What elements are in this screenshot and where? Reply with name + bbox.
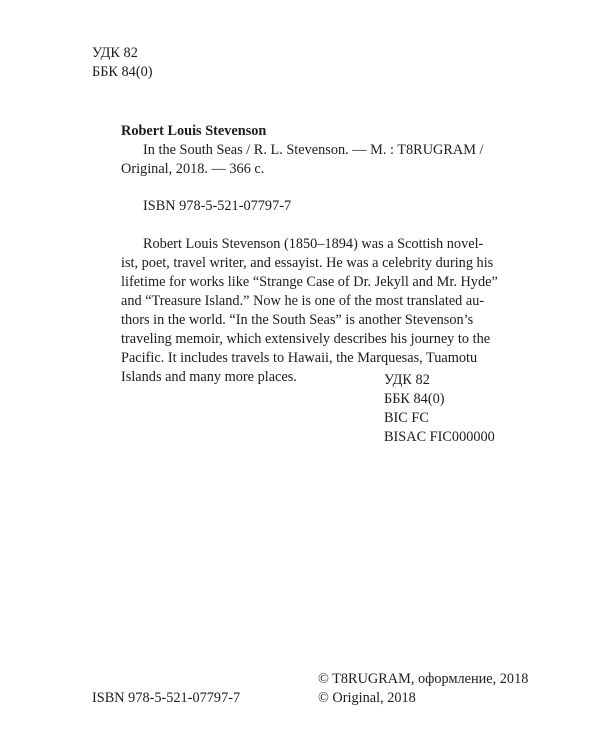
annotation-line: ist, poet, travel writer, and essayist. He was a celebrity during his	[121, 255, 494, 271]
isbn-main: ISBN 978-5-521-07797-7	[143, 198, 292, 214]
annotation-paragraph	[121, 235, 507, 387]
annotation-line: Robert Louis Stevenson (1850–1894) was a Scottish novel-	[143, 236, 484, 252]
annotation-line: Pacific. It includes travels to Hawaii, the Marquesas, Tuamotu	[121, 350, 478, 366]
classification-codes	[384, 371, 495, 447]
annotation-line: traveling memoir, which extensively describes his journey to the	[121, 331, 491, 347]
annotation-line: Islands and many more places.	[121, 369, 297, 385]
top-classification-codes	[92, 44, 153, 82]
classification-code: BIC FC	[384, 410, 429, 426]
classification-code: ББК 84(0)	[384, 391, 445, 407]
bbk-code: ББК 84(0)	[92, 64, 153, 80]
publication-line: Original, 2018. — 366 с.	[121, 161, 265, 177]
annotation-line: thors in the world. “In the South Seas” is another Stevenson’s	[121, 312, 474, 328]
author-name: Robert Louis Stevenson	[121, 123, 267, 139]
copyright-notice	[318, 670, 528, 708]
bibliographic-record	[121, 122, 507, 179]
annotation-line: and “Treasure Island.” Now he is one of the most translated au-	[121, 293, 485, 309]
footer-isbn: ISBN 978-5-521-07797-7	[92, 690, 241, 706]
udk-code: УДК 82	[92, 45, 138, 61]
classification-code: BISAC FIC000000	[384, 429, 495, 445]
copyright-line: © Original, 2018	[318, 690, 416, 706]
classification-code: УДК 82	[384, 372, 430, 388]
annotation-line: lifetime for works like “Strange Case of Dr. Jekyll and Mr. Hyde”	[121, 274, 498, 290]
title-line: In the South Seas / R. L. Stevenson. — M. : T8RUGRAM /	[143, 142, 484, 158]
copyright-line: © T8RUGRAM, оформление, 2018	[318, 671, 529, 687]
